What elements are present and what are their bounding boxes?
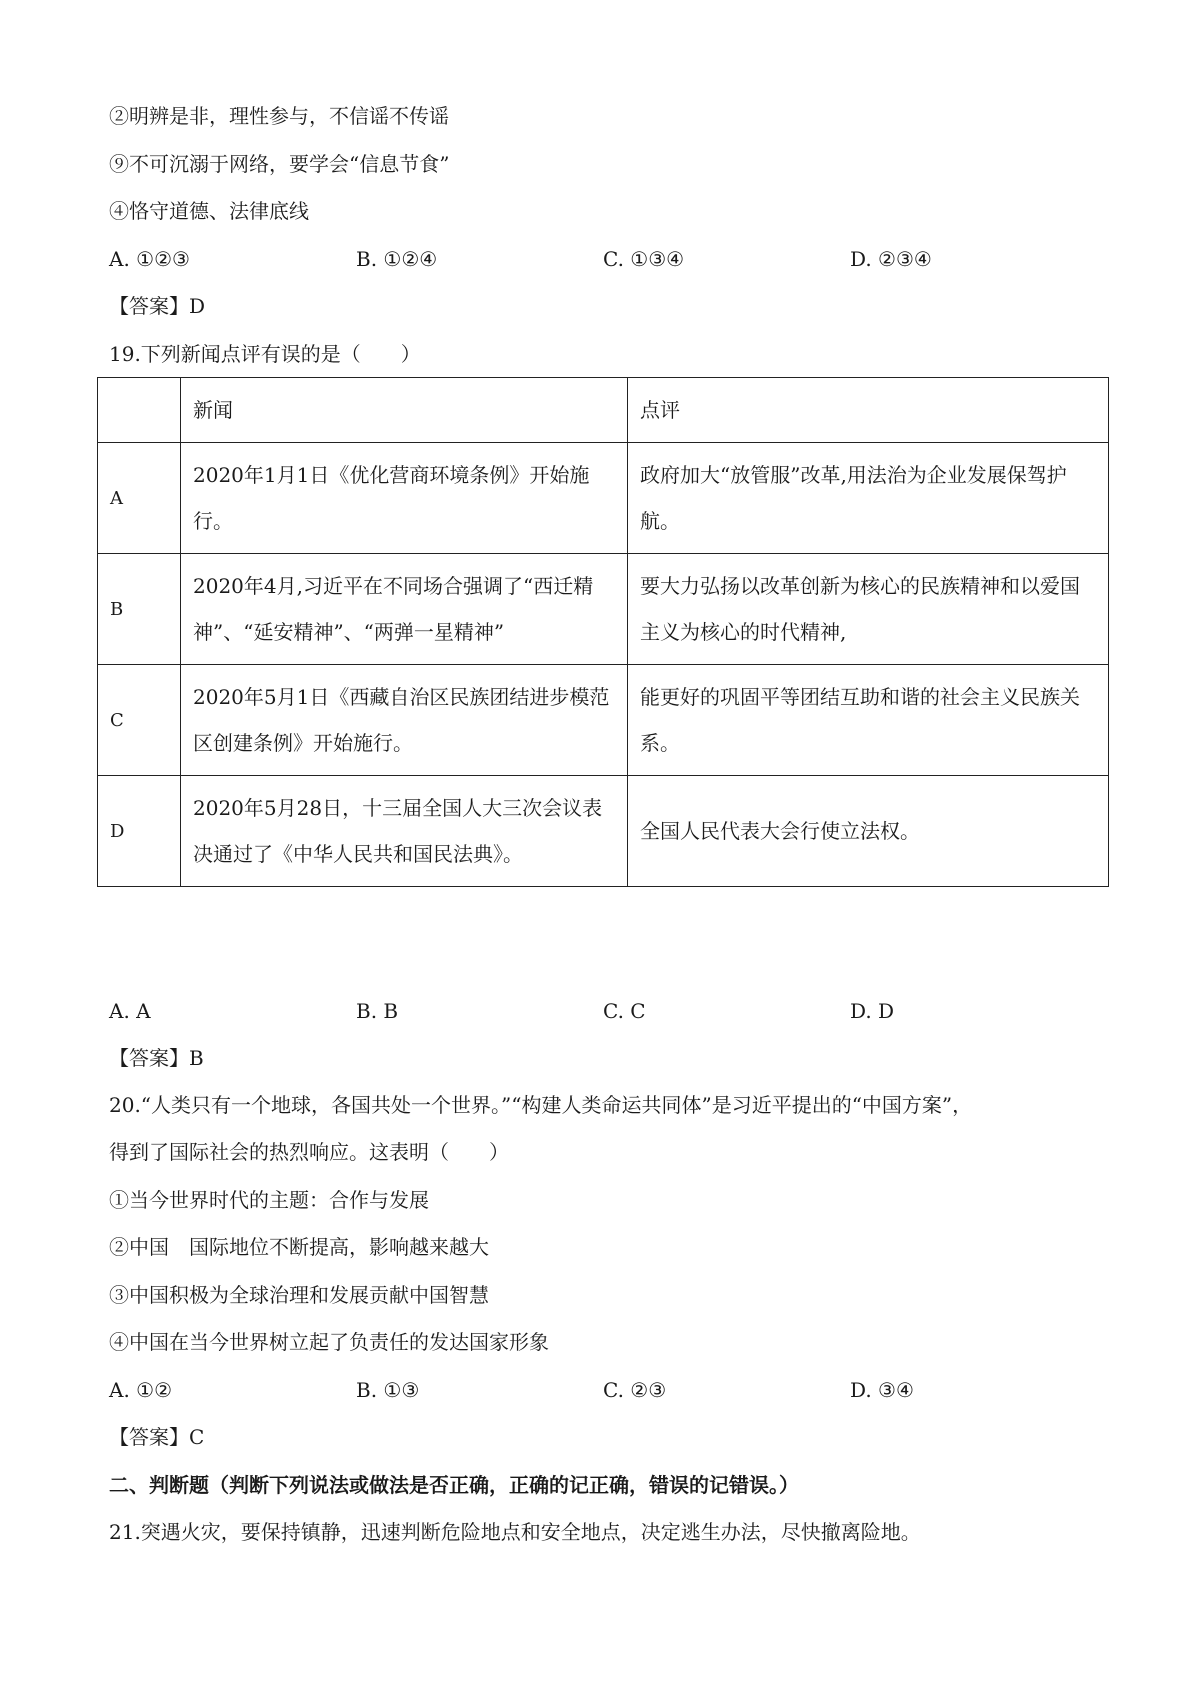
q18-item-4: ④恪守道德、法律底线 [109, 199, 309, 223]
q19-option-a: A. A [109, 999, 151, 1023]
q18-option-b: B. ①②④ [356, 247, 438, 271]
q20-stem-line1: 20.“人类只有一个地球，各国共处一个世界。”“构建人类命运共同体”是习近平提出的“中国方案”， [109, 1093, 973, 1117]
table-corner-cell [98, 378, 181, 443]
q19-answer: 【答案】B [109, 1046, 204, 1070]
section-heading: 二、判断题（判断下列说法或做法是否正确，正确的记正确，错误的记错误。） [109, 1473, 799, 1497]
row-news: 2020年1月1日《优化营商环境条例》开始施行。 [181, 443, 628, 554]
q19-stem: 19.下列新闻点评有误的是（ ） [109, 342, 421, 366]
q20-item-1: ①当今世界时代的主题：合作与发展 [109, 1188, 429, 1212]
table-row [98, 443, 1109, 554]
q18-option-a: A. ①②③ [109, 247, 190, 271]
q18-option-d: D. ②③④ [850, 247, 932, 271]
q21-stem: 21.突遇火灾，要保持镇静，迅速判断危险地点和安全地点，决定逃生办法，尽快撤离险地。 [109, 1520, 921, 1544]
q18-item-2: ②明辨是非，理性参与，不信谣不传谣 [109, 104, 449, 128]
row-comment: 能更好的巩固平等团结互助和谐的社会主义民族关系。 [628, 665, 1109, 776]
row-label: B [98, 554, 181, 665]
table-header-row [98, 378, 1109, 443]
table-row [98, 665, 1109, 776]
q18-item-3: ⑨不可沉溺于网络，要学会“信息节食” [109, 152, 450, 176]
q20-item-2: ②中国 国际地位不断提高，影响越来越大 [109, 1235, 489, 1259]
q19-option-d: D. D [850, 999, 895, 1023]
row-label: C [98, 665, 181, 776]
row-comment: 政府加大“放管服”改革,用法治为企业发展保驾护航。 [628, 443, 1109, 554]
row-label: A [98, 443, 181, 554]
q20-item-3: ③中国积极为全球治理和发展贡献中国智慧 [109, 1283, 489, 1307]
table-row [98, 776, 1109, 887]
row-comment: 要大力弘扬以改革创新为核心的民族精神和以爱国主义为核心的时代精神, [628, 554, 1109, 665]
table-row [98, 554, 1109, 665]
header-comment: 点评 [628, 378, 1109, 443]
q18-answer: 【答案】D [109, 294, 206, 318]
q19-option-c: C. C [603, 999, 646, 1023]
q20-option-b: B. ①③ [356, 1378, 420, 1402]
news-comment-table [97, 377, 1109, 887]
row-label: D [98, 776, 181, 887]
row-news: 2020年5月28日，十三届全国人大三次会议表决通过了《中华人民共和国民法典》。 [181, 776, 628, 887]
q18-option-c: C. ①③④ [603, 247, 685, 271]
row-news: 2020年4月,习近平在不同场合强调了“西迁精神”、“延安精神”、“两弹一星精神” [181, 554, 628, 665]
row-comment: 全国人民代表大会行使立法权。 [628, 776, 1109, 887]
q20-answer: 【答案】C [109, 1425, 205, 1449]
q20-item-4: ④中国在当今世界树立起了负责任的发达国家形象 [109, 1330, 549, 1354]
q19-option-b: B. B [356, 999, 399, 1023]
row-news: 2020年5月1日《西藏自治区民族团结进步模范区创建条例》开始施行。 [181, 665, 628, 776]
q20-stem-line2: 得到了国际社会的热烈响应。这表明（ ） [109, 1140, 509, 1164]
q20-option-c: C. ②③ [603, 1378, 667, 1402]
q20-option-d: D. ③④ [850, 1378, 914, 1402]
header-news: 新闻 [181, 378, 628, 443]
q20-option-a: A. ①② [109, 1378, 173, 1402]
